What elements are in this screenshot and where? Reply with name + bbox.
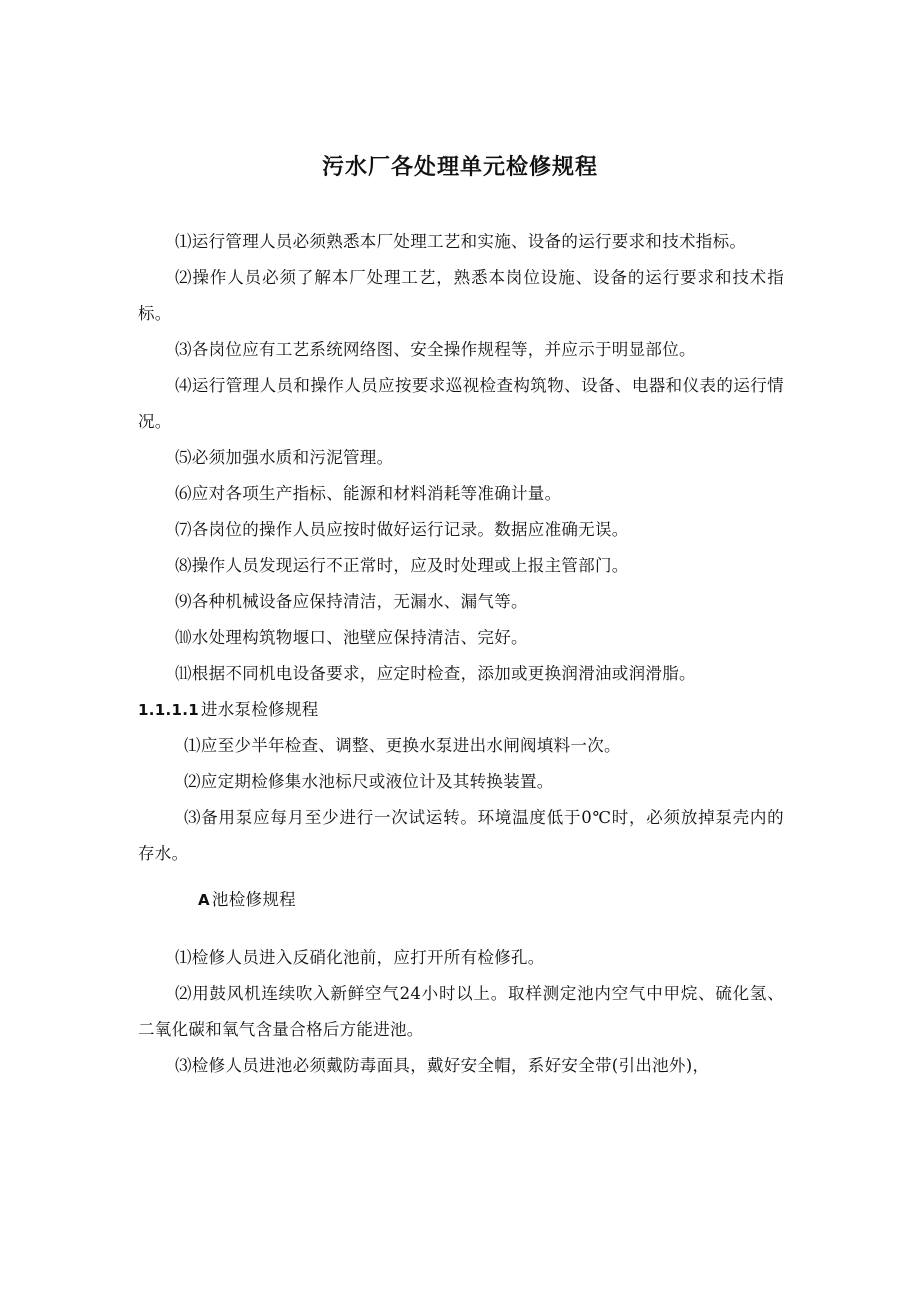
rule-paragraph: ⑵操作人员必须了解本厂处理工艺，熟悉本岗位设施、设备的运行要求和技术指标。 — [138, 268, 784, 323]
rule-paragraph: ⑹应对各项生产指标、能源和材料消耗等准确计量。 — [175, 484, 562, 503]
section-a-tank — [138, 882, 784, 1084]
section-number: 1.1.1.1 — [138, 701, 199, 719]
section-item: ⑶备用泵应每月至少进行一次试运转。环境温度低于0℃时，必须放掉泵壳内的存水。 — [138, 808, 784, 863]
document-title: 污水厂各处理单元检修规程 — [321, 155, 598, 180]
section-heading — [138, 692, 784, 728]
section-item: ⑶检修人员进池必须戴防毒面具，戴好安全帽，系好安全带(引出池外)， — [175, 1056, 710, 1075]
rule-paragraph: ⑼各种机械设备应保持清洁，无漏水、漏气等。 — [175, 592, 528, 611]
section-number: A — [198, 891, 210, 909]
rule-paragraph: ⑸必须加强水质和污泥管理。 — [175, 448, 394, 467]
rule-paragraph: ⑻操作人员发现运行不正常时，应及时处理或上报主管部门。 — [175, 556, 629, 575]
rule-paragraph: ⑶各岗位应有工艺系统网络图、安全操作规程等，并应示于明显部位。 — [175, 340, 696, 359]
section-title: 池检修规程 — [211, 890, 296, 909]
rule-paragraph: ⑴运行管理人员必须熟悉本厂处理工艺和实施、设备的运行要求和技术指标。 — [175, 232, 747, 251]
rule-paragraph: ⑺各岗位的操作人员应按时做好运行记录。数据应准确无误。 — [175, 520, 629, 539]
document-body — [138, 224, 784, 1084]
section-heading — [138, 882, 784, 918]
section-inlet-pump — [138, 692, 784, 872]
general-rules-list — [138, 224, 784, 692]
section-title: 进水泵检修规程 — [200, 700, 319, 719]
rule-paragraph: ⑷运行管理人员和操作人员应按要求巡视检查构筑物、设备、电器和仪表的运行情况。 — [138, 376, 784, 431]
section-item: ⑴检修人员进入反硝化池前，应打开所有检修孔。 — [175, 948, 545, 967]
rule-paragraph: ⑽水处理构筑物堰口、池壁应保持清洁、完好。 — [175, 628, 528, 647]
section-item: ⑵用鼓风机连续吹入新鲜空气24小时以上。取样测定池内空气中甲烷、硫化氢、二氧化碳和氧气含量合格后方能进池。 — [138, 984, 784, 1039]
section-item: ⑵应定期检修集水池标尺或液位计及其转换装置。 — [184, 772, 554, 791]
rule-paragraph: ⑾根据不同机电设备要求，应定时检查，添加或更换润滑油或润滑脂。 — [175, 664, 696, 683]
section-item: ⑴应至少半年检查、调整、更换水泵进出水闸阀填料一次。 — [184, 736, 621, 755]
